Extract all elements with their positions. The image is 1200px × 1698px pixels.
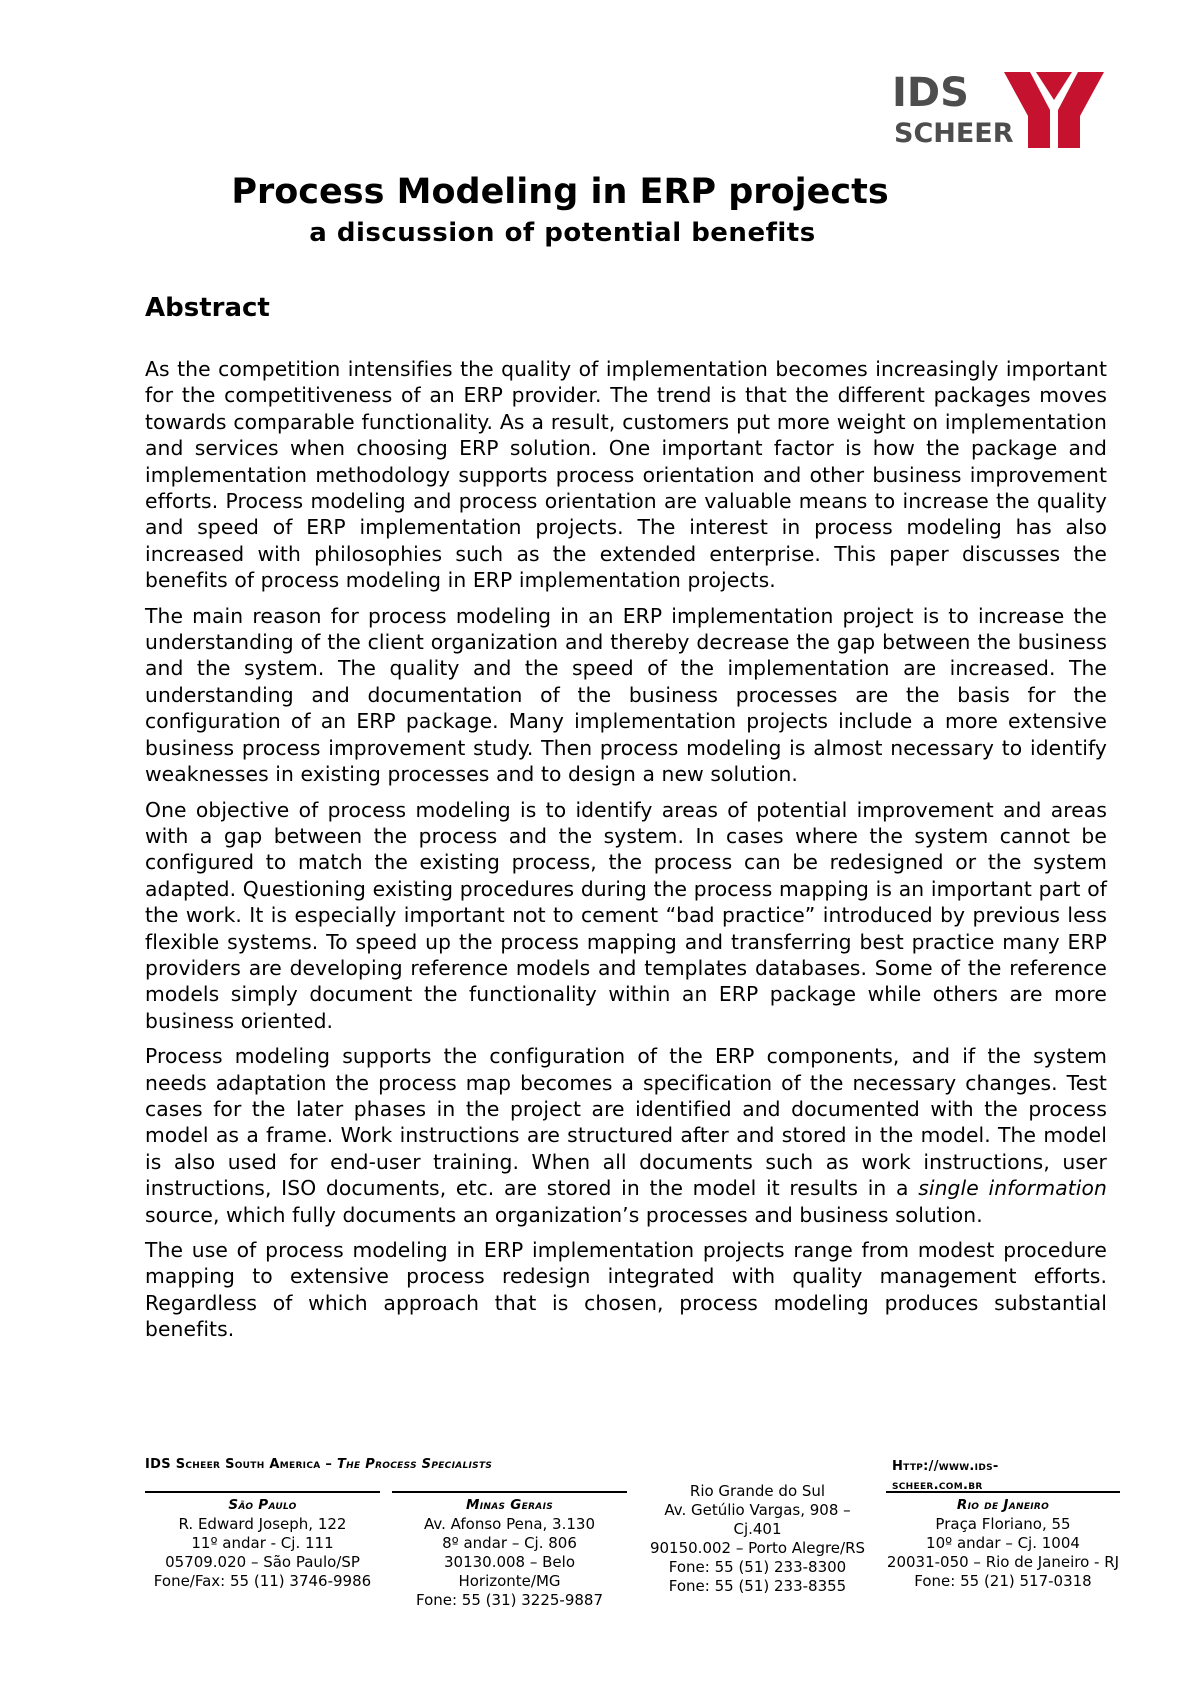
logo-mark-right <box>1058 72 1104 148</box>
footer-company <box>145 1457 492 1472</box>
footer-url[interactable]: Http://www.ids-scheer.com.br <box>892 1459 999 1493</box>
office-line: 20031-050 – Rio de Janeiro - RJ <box>886 1553 1120 1571</box>
paragraph-5: The use of process modeling in ERP implementation projects range from modest procedure mapping to extensive process redesign integrated with quality management efforts. Regardless of which approach that is chosen, process modeling produces substantial benefits. <box>145 1238 1107 1342</box>
footer-company-name: IDS Scheer South America – <box>145 1457 337 1472</box>
office-line: 11º andar - Cj. 111 <box>191 1534 334 1552</box>
office-line: Fone/Fax: 55 (11) 3746-9986 <box>153 1572 372 1590</box>
office-line: 30130.008 – Belo Horizonte/MG <box>443 1553 575 1590</box>
paragraph-4-italic: single information <box>918 1176 1107 1201</box>
logo-text-scheer: SCHEER <box>894 118 1014 148</box>
paragraph-1: As the competition intensifies the quality of implementation becomes increasingly important for the competitiveness of an ERP provider. The trend is that the different packages moves towards comparable functionality. As a result, customers put more weight on implementation and services when choosing ERP solution. One important factor is how the package and implementation methodology supports process orientation and other business improvement efforts. Process modeling and process orientation are valuable means to increase the quality and speed of ERP implementation projects. The interest in process modeling has also increased with philosophies such as the extended enterprise. This paper discusses the benefits of process modeling in ERP implementation projects. <box>145 357 1107 593</box>
office-line: Rio Grande do Sul <box>689 1482 826 1500</box>
office-line: R. Edward Joseph, 122 <box>178 1515 347 1533</box>
office-sao-paulo <box>145 1491 380 1591</box>
office-city: Rio de Janeiro <box>956 1497 1050 1513</box>
office-city: Minas Gerais <box>465 1497 554 1513</box>
footer-tagline: The Process Specialists <box>336 1457 493 1472</box>
paragraph-3: One objective of process modeling is to identify areas of potential improvement and areas with a gap between the process and the system. In cases where the system cannot be configured to match the existing process, the process can be redesigned or the system adapted. Questioning existing procedures during the process mapping is an important part of the work. It is especially important not to cement “bad practice” introduced by previous less flexible systems. To speed up the process mapping and transferring best practice many ERP providers are developing reference models and templates databases. Some of the reference models simply document the functionality within an ERP package while others are more business oriented. <box>145 797 1107 1033</box>
office-rio-grande-do-sul <box>640 1482 875 1596</box>
office-rio-de-janeiro <box>886 1491 1120 1591</box>
office-line: 90150.002 – Porto Alegre/RS <box>649 1539 866 1557</box>
ids-scheer-logo <box>892 72 1104 148</box>
office-line: Fone: 55 (21) 517-0318 <box>914 1572 1092 1590</box>
document-subtitle: a discussion of potential benefits <box>309 218 816 248</box>
office-line: Av. Afonso Pena, 3.130 <box>424 1515 595 1533</box>
office-line: 05709.020 – São Paulo/SP <box>165 1553 360 1571</box>
paragraph-4-text-start: Process modeling supports the configuration of the ERP components, and if the system needs adaptation the process map becomes a specification of the necessary changes. Test cases for the later phases in the project are identified and documented with the process model as a frame. Work instructions are structured after and stored in the model. The model is also used for end-user training. When all documents such as work instructions, user instructions, ISO documents, etc. are stored in the model it results in a <box>145 1044 1107 1201</box>
office-city: São Paulo <box>228 1497 297 1513</box>
office-line: Av. Getúlio Vargas, 908 – Cj.401 <box>664 1501 851 1538</box>
abstract-heading: Abstract <box>145 293 270 323</box>
office-line: 10º andar – Cj. 1004 <box>926 1534 1080 1552</box>
document-title: Process Modeling in ERP projects <box>231 172 889 212</box>
office-line: Fone: 55 (31) 3225-9887 <box>415 1591 603 1609</box>
office-line: 8º andar – Cj. 806 <box>442 1534 577 1552</box>
office-line: Fone: 55 (51) 233-8355 <box>668 1577 847 1595</box>
abstract-body <box>145 356 1107 1352</box>
office-minas-gerais <box>392 1491 627 1610</box>
office-line: Fone: 55 (51) 233-8300 <box>668 1558 847 1576</box>
paragraph-2: The main reason for process modeling in an ERP implementation project is to increase the understanding of the client organization and thereby decrease the gap between the business and the system. The quality and the speed of the implementation are increased. The understanding and documentation of the business processes are the basis for the configuration of an ERP package. Many implementation projects include a more extensive business process improvement study. Then process modeling is almost necessary to identify weaknesses in existing processes and to design a new solution. <box>145 603 1107 787</box>
paragraph-4-text-end: source, which fully documents an organization’s processes and business solution. <box>145 1202 983 1227</box>
paragraph-4 <box>145 1043 1107 1228</box>
office-line: Praça Floriano, 55 <box>935 1515 1071 1533</box>
logo-text-ids: IDS <box>892 72 969 116</box>
